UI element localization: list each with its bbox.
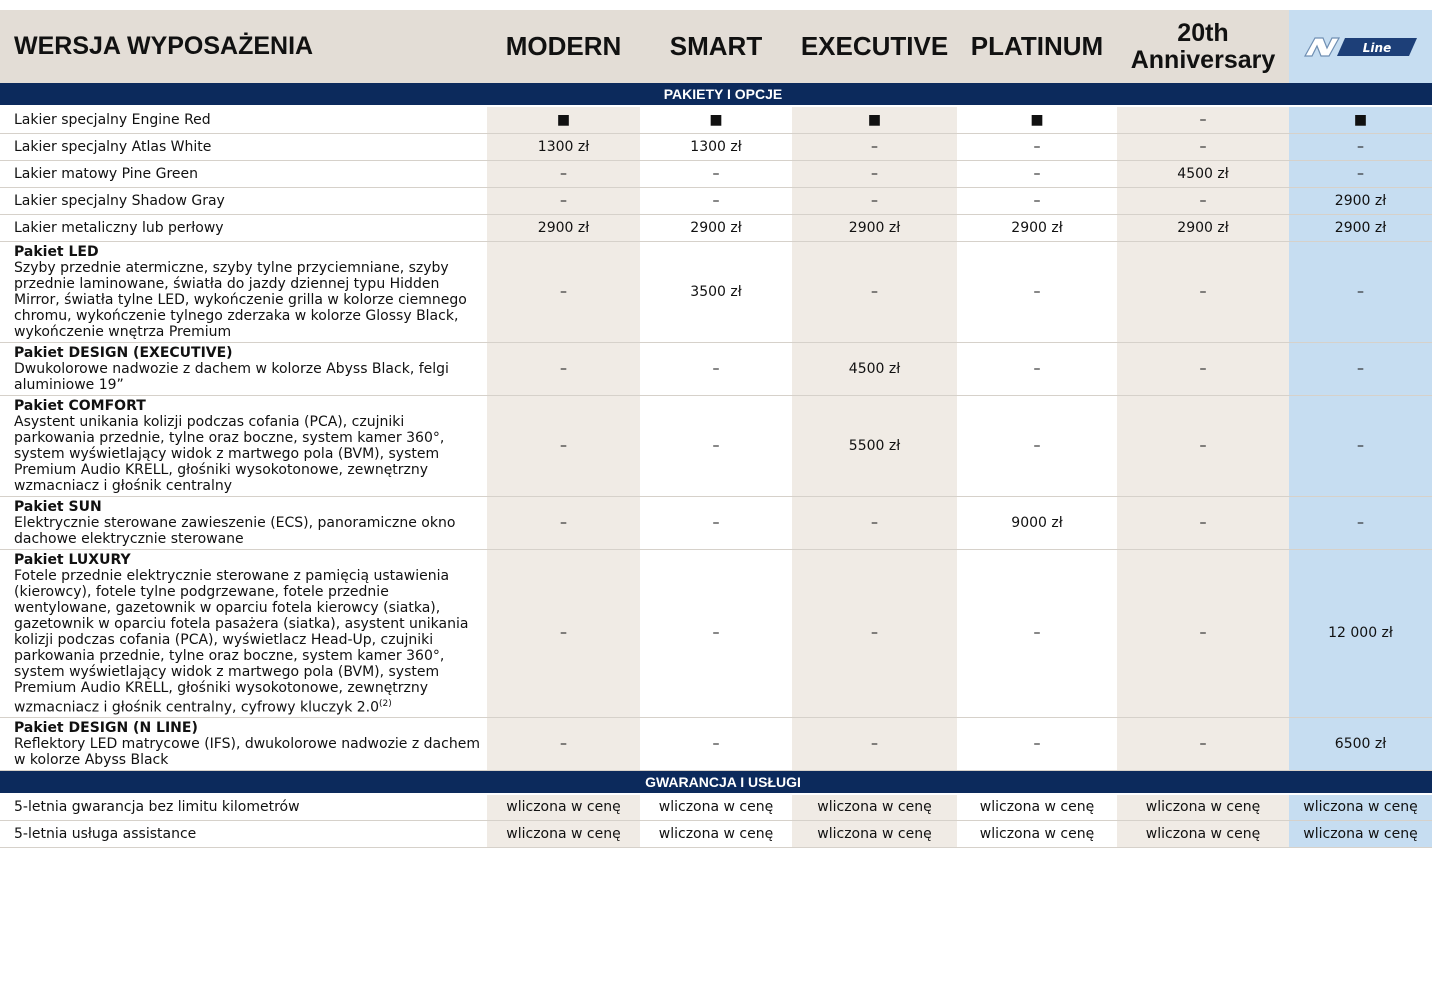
value-cell: – xyxy=(792,160,957,187)
table-row xyxy=(0,821,1432,848)
value-cell: – xyxy=(487,496,640,549)
value-cell: – xyxy=(1289,496,1432,549)
section-title: GWARANCJA I USŁUGI xyxy=(0,771,1432,794)
value-cell: – xyxy=(957,342,1117,395)
value-cell: wliczona w cenę xyxy=(640,794,792,821)
version-20th-anniversary: 20th Anniversary xyxy=(1117,10,1289,83)
package-description xyxy=(14,361,481,393)
package-description-text: Dwukolorowe nadwozie z dachem w kolorze Abyss Black, felgi aluminiowe 19” xyxy=(14,360,449,393)
package-description xyxy=(14,414,481,494)
version-nline xyxy=(1289,10,1432,83)
footnote-marker: (2) xyxy=(379,698,392,709)
value-cell: – xyxy=(1117,496,1289,549)
value-cell: – xyxy=(957,187,1117,214)
version-platinum: PLATINUM xyxy=(957,10,1117,83)
row-label: Lakier specjalny Shadow Gray xyxy=(0,187,487,214)
package-description xyxy=(14,515,481,547)
value-cell: wliczona w cenę xyxy=(1117,821,1289,848)
value-cell: – xyxy=(487,342,640,395)
table-row xyxy=(0,160,1432,187)
value-cell: – xyxy=(957,241,1117,342)
value-cell: 2900 zł xyxy=(1289,187,1432,214)
value-cell: wliczona w cenę xyxy=(640,821,792,848)
package-description-text: Elektrycznie sterowane zawieszenie (ECS), panoramiczne okno dachowe elektrycznie sterowane xyxy=(14,514,456,547)
value-cell: – xyxy=(792,133,957,160)
value-cell: 3500 zł xyxy=(640,241,792,342)
value-cell: 6500 zł xyxy=(1289,718,1432,771)
value-cell: – xyxy=(792,187,957,214)
value-cell: ■ xyxy=(792,106,957,133)
value-cell: wliczona w cenę xyxy=(487,821,640,848)
value-cell: wliczona w cenę xyxy=(1117,794,1289,821)
package-row xyxy=(0,549,1432,718)
value-cell: – xyxy=(487,187,640,214)
package-description-line2: w kolorze Abyss Black xyxy=(14,752,169,769)
value-cell: – xyxy=(1117,187,1289,214)
value-cell: 4500 zł xyxy=(1117,160,1289,187)
value-cell: – xyxy=(792,549,957,718)
package-title: Pakiet DESIGN (N LINE) xyxy=(14,720,198,737)
table-row xyxy=(0,794,1432,821)
value-cell: – xyxy=(640,395,792,496)
package-description xyxy=(14,736,481,752)
value-cell: – xyxy=(1289,395,1432,496)
package-title: Pakiet SUN xyxy=(14,498,102,515)
value-cell: ■ xyxy=(487,106,640,133)
value-cell: 5500 zł xyxy=(792,395,957,496)
value-cell: – xyxy=(1289,133,1432,160)
value-cell: – xyxy=(487,718,640,771)
value-cell: 2900 zł xyxy=(487,214,640,241)
value-cell: 2900 zł xyxy=(792,214,957,241)
value-cell: – xyxy=(1117,133,1289,160)
value-cell: 2900 zł xyxy=(1289,214,1432,241)
value-cell: – xyxy=(487,160,640,187)
package-title: Pakiet LED xyxy=(14,243,99,260)
price-options-table xyxy=(0,10,1432,848)
package-title: Pakiet DESIGN (EXECUTIVE) xyxy=(14,344,233,361)
package-label xyxy=(0,718,487,771)
table-row xyxy=(0,214,1432,241)
package-description-text: Szyby przednie atermiczne, szyby tylne przyciemniane, szyby przednie laminowane, światła do jazdy dziennej typu Hidden Mirror, światła tylne LED, wykończenie grilla w kolorze ciemnego chromu, wykończenie tylnego zderzaka w kolorze Glossy Black, wykończenie wnętrza Premium xyxy=(14,259,467,340)
value-cell: – xyxy=(640,549,792,718)
row-label: Lakier specjalny Engine Red xyxy=(0,106,487,133)
value-cell: wliczona w cenę xyxy=(957,821,1117,848)
package-label xyxy=(0,496,487,549)
value-cell: – xyxy=(487,241,640,342)
value-cell: – xyxy=(957,549,1117,718)
value-cell: – xyxy=(487,549,640,718)
table-row xyxy=(0,133,1432,160)
row-label: 5-letnia gwarancja bez limitu kilometrów xyxy=(0,794,487,821)
value-cell: wliczona w cenę xyxy=(1289,821,1432,848)
package-title: Pakiet LUXURY xyxy=(14,551,131,568)
package-description xyxy=(14,260,481,340)
section-title: PAKIETY I OPCJE xyxy=(0,83,1432,106)
section-packages xyxy=(0,83,1432,106)
version-modern: MODERN xyxy=(487,10,640,83)
value-cell: – xyxy=(792,241,957,342)
value-cell: wliczona w cenę xyxy=(487,794,640,821)
value-cell: 12 000 zł xyxy=(1289,549,1432,718)
package-row xyxy=(0,496,1432,549)
package-description-text: Fotele przednie elektrycznie sterowane z pamięcią ustawienia (kierowcy), fotele tylne podgrzewane, fotele przednie wentylowane, gazetownik w oparciu fotela kierowcy (siatka), gazetownik w oparciu fotela pasażera (siatka), asystent unikania kolizji podczas cofania (PCA), wyświetlacz Head-Up, czujniki parkowania przednie, tylne oraz boczne, system kamer 360°, system wyświetlający widok z martwego pola (BVM), system Premium Audio KRELL, głośniki wysokotonowe, zewnętrzny wzmacniacz i głośnik centralny, cyfrowy kluczyk 2.0 xyxy=(14,567,469,716)
value-cell: 2900 zł xyxy=(640,214,792,241)
value-cell: wliczona w cenę xyxy=(957,794,1117,821)
value-cell: 1300 zł xyxy=(640,133,792,160)
row-label: Lakier specjalny Atlas White xyxy=(0,133,487,160)
row-label: Lakier metaliczny lub perłowy xyxy=(0,214,487,241)
nline-logo-icon xyxy=(1301,32,1421,62)
value-cell: 9000 zł xyxy=(957,496,1117,549)
value-cell: ■ xyxy=(640,106,792,133)
value-cell: – xyxy=(640,187,792,214)
value-cell: 2900 zł xyxy=(1117,214,1289,241)
package-row xyxy=(0,342,1432,395)
value-cell: wliczona w cenę xyxy=(792,821,957,848)
value-cell: – xyxy=(957,160,1117,187)
value-cell: ■ xyxy=(957,106,1117,133)
package-row xyxy=(0,241,1432,342)
package-label xyxy=(0,549,487,718)
package-description xyxy=(14,568,481,716)
row-label: 5-letnia usługa assistance xyxy=(0,821,487,848)
value-cell: – xyxy=(640,718,792,771)
package-label xyxy=(0,342,487,395)
section-warranty xyxy=(0,771,1432,794)
value-cell: – xyxy=(487,395,640,496)
value-cell: – xyxy=(640,160,792,187)
package-description-text: Asystent unikania kolizji podczas cofania (PCA), czujniki parkowania przednie, tylne oraz boczne, system kamer 360°, system wyświetlający widok z martwego pola (BVM), system Premium Audio KRELL, głośniki wysokotonowe, zewnętrzny wzmacniacz i głośnik centralny xyxy=(14,413,445,494)
value-cell: – xyxy=(1117,718,1289,771)
package-label xyxy=(0,241,487,342)
row-label: Lakier matowy Pine Green xyxy=(0,160,487,187)
value-cell: – xyxy=(640,342,792,395)
value-cell: ■ xyxy=(1289,106,1432,133)
value-cell: – xyxy=(1117,549,1289,718)
value-cell: – xyxy=(1289,241,1432,342)
package-title: Pakiet COMFORT xyxy=(14,397,146,414)
package-row xyxy=(0,395,1432,496)
value-cell: – xyxy=(1117,395,1289,496)
table-row xyxy=(0,106,1432,133)
package-row xyxy=(0,718,1432,771)
value-cell: 1300 zł xyxy=(487,133,640,160)
package-label xyxy=(0,395,487,496)
value-cell: – xyxy=(1117,241,1289,342)
value-cell: – xyxy=(792,718,957,771)
svg-text:Line: Line xyxy=(1362,40,1391,55)
value-cell: – xyxy=(640,496,792,549)
table-row xyxy=(0,187,1432,214)
value-cell: – xyxy=(957,133,1117,160)
version-executive: EXECUTIVE xyxy=(792,10,957,83)
value-cell: – xyxy=(957,395,1117,496)
value-cell: – xyxy=(1289,160,1432,187)
value-cell: – xyxy=(792,496,957,549)
value-cell: – xyxy=(1117,106,1289,133)
version-smart: SMART xyxy=(640,10,792,83)
value-cell: wliczona w cenę xyxy=(1289,794,1432,821)
value-cell: 4500 zł xyxy=(792,342,957,395)
value-cell: 2900 zł xyxy=(957,214,1117,241)
value-cell: wliczona w cenę xyxy=(792,794,957,821)
package-description-text: Reflektory LED matrycowe (IFS), dwukolorowe nadwozie z dachem xyxy=(14,736,480,753)
header-row xyxy=(0,10,1432,83)
value-cell: – xyxy=(1117,342,1289,395)
value-cell: – xyxy=(957,718,1117,771)
value-cell: – xyxy=(1289,342,1432,395)
table-title: WERSJA WYPOSAŻENIA xyxy=(0,10,487,83)
